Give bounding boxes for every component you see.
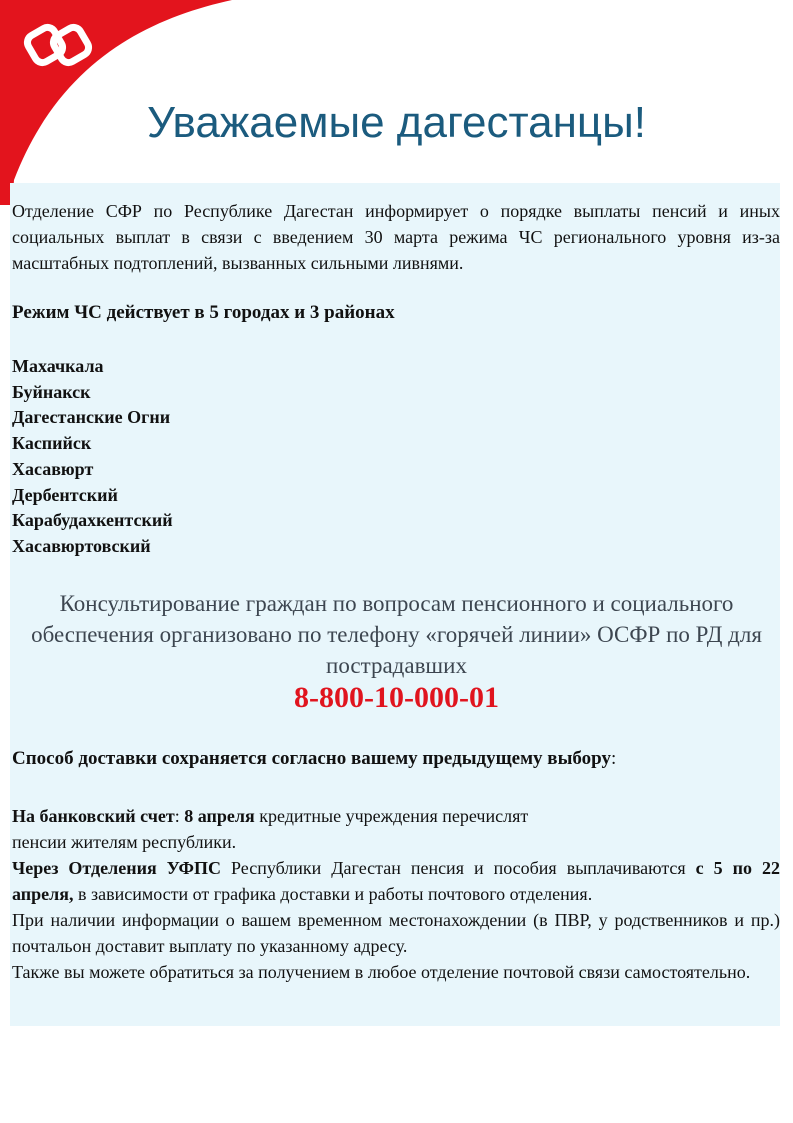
place-item: Буйнакск — [12, 381, 91, 402]
bank-text-2: пенсии жителям республики. — [12, 832, 237, 852]
bank-delivery-paragraph — [12, 803, 780, 855]
regime-heading: Режим ЧС действует в 5 городах и 3 районах — [12, 302, 395, 323]
place-item: Хасавюртовский — [12, 535, 151, 556]
ufps-text-1: Республики Дагестан пенсия и пособия выплачиваются — [221, 858, 696, 878]
hotline-info: Консультирование граждан по вопросам пенсионного и социального обеспечения организовано по телефону «горячей линии» ОСФР по РД для пострадавших — [31, 591, 762, 678]
ufps-label: Через Отделения УФПС — [12, 858, 222, 878]
place-item: Махачкала — [12, 356, 104, 376]
delivery-heading — [12, 748, 616, 770]
place-item: Хасавюрт — [12, 458, 94, 479]
place-item: Карабудахкентский — [12, 510, 173, 531]
sfr-logo-icon — [22, 22, 94, 74]
places-list — [12, 354, 173, 560]
hotline-phone: 8-800-10-000-01 — [294, 681, 499, 714]
bank-date: 8 апреля — [184, 806, 255, 826]
delivery-heading-colon: : — [610, 748, 617, 769]
intro-paragraph: Отделение СФР по Республике Дагестан информирует о порядке выплаты пенсий и иных социальных выплат в связи с введением 30 марта режима ЧС регионального уровня из-за масштабных подтоплений, вызванных сильными ливнями. — [12, 201, 780, 273]
place-item: Дагестанские Огни — [12, 407, 171, 428]
bank-separator: : — [174, 806, 185, 826]
ufps-dates: с 5 по 22 апреля, — [12, 858, 780, 904]
bank-label: На банковский счет — [12, 806, 175, 826]
place-item: Каспийск — [12, 433, 92, 454]
delivery-heading-text: Способ доставки сохраняется согласно вашему предыдущему выбору — [12, 748, 611, 769]
page-title: Уважаемые дагестанцы! — [147, 98, 646, 147]
place-item: Дербентский — [12, 484, 118, 505]
ufps-text-2: в зависимости от графика доставки и работы почтового отделения. — [73, 884, 593, 904]
bank-text: кредитные учреждения перечислят — [254, 806, 529, 826]
ufps-text-3: При наличии информации о вашем временном местонахождении (в ПВР, у родственников и пр.) почтальон доставит выплату по указанному адресу. — [12, 910, 780, 956]
ufps-delivery-paragraph — [12, 855, 780, 985]
ufps-text-4: Также вы можете обратиться за получением в любое отделение почтовой связи самостоятельно. — [12, 962, 751, 982]
